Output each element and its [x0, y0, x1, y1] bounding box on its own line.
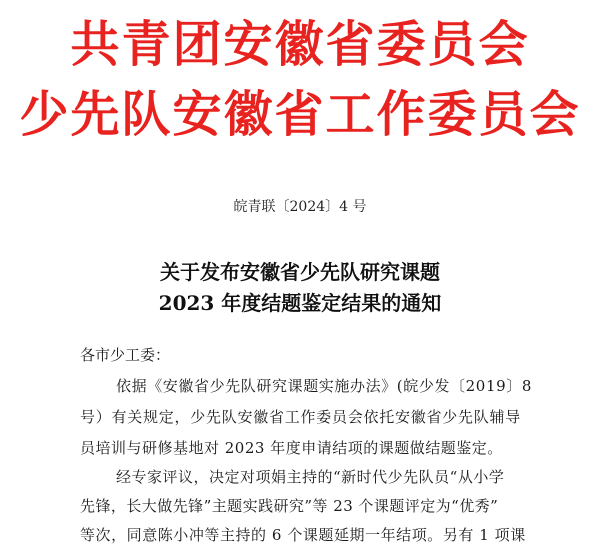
document-title-line-1: 关于发布安徽省少先队研究课题	[160, 260, 440, 284]
document-number: 皖青联〔2024〕4 号	[233, 199, 367, 215]
paragraph-2-line-1: 经专家评议，决定对项娟主持的“新时代少先队员“从小学	[116, 468, 505, 486]
paragraph-2-line-2: 先锋，长大做先锋”主题实践研究”等 23 个课题评定为“优秀”	[80, 497, 499, 515]
paragraph-1-line-2: 号）有关规定，少先队安徽省工作委员会依托安徽省少先队辅导	[80, 408, 522, 426]
issuer-name-line-2: 少先队安徽省工作委员会	[19, 85, 581, 143]
salutation: 各市少工委：	[80, 346, 171, 364]
paragraph-1-line-3: 员培训与研修基地对 2023 年度申请结项的课题做结题鉴定。	[80, 439, 503, 457]
paragraph-2-line-3: 等次，同意陈小冲等主持的 6 个课题延期一年结项。另有 1 项课	[80, 526, 526, 544]
paragraph-1-line-1: 依据《安徽省少先队研究课题实施办法》(皖少发〔2019〕8	[116, 377, 532, 395]
document-title-line-2: 2023 年度结题鉴定结果的通知	[158, 291, 442, 315]
issuer-name-line-1: 共青团安徽省委员会	[70, 15, 530, 73]
